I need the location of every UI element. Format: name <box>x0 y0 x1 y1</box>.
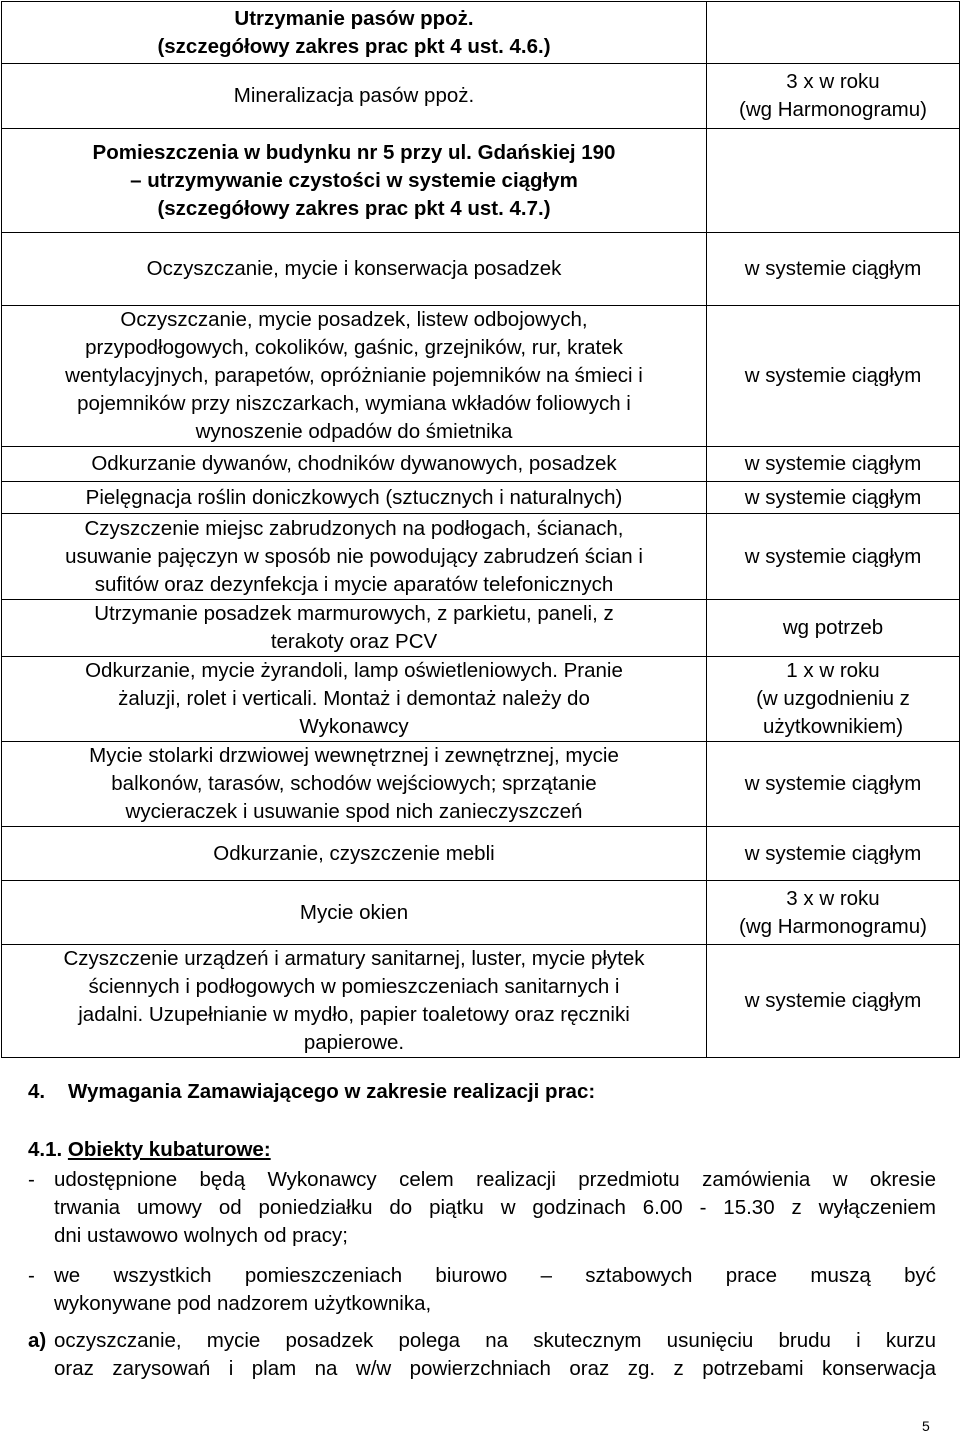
frequency-text: 3 x w roku <box>786 886 880 910</box>
task-cell <box>2 447 707 482</box>
frequency-cell <box>707 657 960 742</box>
task-text: jadalni. Uzupełnianie w mydło, papier toaletowy oraz ręczniki <box>78 1003 630 1026</box>
task-text: Odkurzanie, czyszczenie mebli <box>213 841 495 865</box>
task-text: (szczegółowy zakres prac pkt 4 ust. 4.6.) <box>157 34 551 58</box>
task-text: Utrzymanie pasów ppoż. <box>234 6 474 30</box>
frequency-cell <box>707 600 960 657</box>
task-text: Oczyszczanie, mycie i konserwacja posadzek <box>146 257 562 280</box>
task-text: Oczyszczanie, mycie posadzek, listew odbojowych, <box>120 308 588 331</box>
list-marker: a) <box>28 1329 47 1352</box>
requirement-text: wykonywane pod nadzorem użytkownika, <box>54 1292 432 1315</box>
requirement-text: we wszystkich pomieszczeniach biurowo – sztabowych prace muszą być <box>54 1264 936 1287</box>
frequency-cell <box>707 742 960 827</box>
frequency-text: (wg Harmonogramu) <box>739 98 927 121</box>
frequency-cell <box>707 306 960 447</box>
task-cell <box>2 945 707 1058</box>
task-cell <box>2 482 707 514</box>
task-text: Mineralizacja pasów ppoż. <box>233 84 475 107</box>
requirement-item <box>28 1262 936 1318</box>
task-text: wycieraczek i usuwanie spod nich zanieczyszczeń <box>125 800 583 823</box>
task-text: Utrzymanie posadzek marmurowych, z parkietu, paneli, z <box>94 602 614 625</box>
task-text: Pielęgnacja roślin doniczkowych (sztucznych i naturalnych) <box>85 485 623 509</box>
frequency-text: (w uzgodnieniu z <box>756 687 910 710</box>
task-cell <box>2 233 707 306</box>
frequency-text: wg potrzeb <box>782 616 884 639</box>
task-text: Pomieszczenia w budynku nr 5 przy ul. Gdańskiej 190 <box>92 140 616 164</box>
list-marker: - <box>28 1264 35 1287</box>
task-cell <box>2 306 707 447</box>
task-text: ściennych i podłogowych w pomieszczeniach sanitarnych i <box>88 975 620 998</box>
frequency-cell <box>707 945 960 1058</box>
frequency-cell <box>707 233 960 306</box>
frequency-cell <box>707 129 960 233</box>
task-cell <box>2 657 707 742</box>
task-text: – utrzymywanie czystości w systemie ciągłym <box>130 168 578 192</box>
work-scope-table <box>1 1 960 1058</box>
section-number: 4. <box>28 1080 46 1103</box>
table-row <box>2 447 960 482</box>
task-text: wentylacyjnych, parapetów, opróżnianie pojemników na śmieci i <box>65 364 643 387</box>
subsection-4-1-heading <box>28 1136 271 1164</box>
task-text: papierowe. <box>303 1031 405 1054</box>
table-row <box>2 600 960 657</box>
task-text: sufitów oraz dezynfekcja i mycie aparatów telefonicznych <box>94 572 614 596</box>
frequency-text: w systemie ciągłym <box>744 452 922 475</box>
task-text: (szczegółowy zakres prac pkt 4 ust. 4.7.) <box>157 196 551 220</box>
table-row <box>2 2 960 64</box>
task-text: Wykonawcy <box>299 715 409 738</box>
table-row <box>2 827 960 881</box>
requirement-text: dni ustawowo wolnych od pracy; <box>54 1224 348 1247</box>
requirement-text: trwania umowy od poniedziałku do piątku w godzinach 6.00 - 15.30 z wyłączeniem <box>54 1196 936 1219</box>
task-text: Czyszczenie urządzeń i armatury sanitarnej, luster, mycie płytek <box>63 947 645 970</box>
task-text: Mycie stolarki drzwiowej wewnętrznej i zewnętrznej, mycie <box>89 744 619 767</box>
table-row <box>2 657 960 742</box>
table-row <box>2 129 960 233</box>
table-row <box>2 306 960 447</box>
task-text: terakoty oraz PCV <box>270 630 438 653</box>
frequency-cell <box>707 881 960 945</box>
table-row <box>2 482 960 514</box>
requirement-text: udostępnione będą Wykonawcy celem realizacji przedmiotu zamówienia w okresie <box>54 1168 936 1191</box>
table-row <box>2 945 960 1058</box>
frequency-cell <box>707 2 960 64</box>
frequency-text: w systemie ciągłym <box>744 485 922 509</box>
task-text: wynoszenie odpadów do śmietnika <box>195 420 513 443</box>
frequency-text: w systemie ciągłym <box>744 364 922 387</box>
task-text: Odkurzanie dywanów, chodników dywanowych, posadzek <box>91 452 617 475</box>
frequency-cell <box>707 827 960 881</box>
section-title: Wymagania Zamawiającego w zakresie realizacji prac: <box>68 1080 596 1103</box>
requirement-text: oczyszczanie, mycie posadzek polega na skutecznym usunięciu brudu i kurzu <box>54 1329 936 1352</box>
task-cell <box>2 514 707 600</box>
requirement-item <box>28 1166 936 1250</box>
task-text: balkonów, tarasów, schodów wejściowych; sprzątanie <box>111 772 597 795</box>
task-cell <box>2 64 707 129</box>
frequency-text: 1 x w roku <box>786 659 880 682</box>
task-cell <box>2 827 707 881</box>
section-4-heading <box>28 1078 595 1106</box>
list-marker: - <box>28 1168 35 1191</box>
task-text: usuwanie pajęczyn w sposób nie powodujący zabrudzeń ścian i <box>65 544 643 568</box>
task-cell <box>2 2 707 64</box>
task-text: Mycie okien <box>299 900 409 924</box>
task-cell <box>2 600 707 657</box>
frequency-text: (wg Harmonogramu) <box>739 914 927 938</box>
frequency-text: w systemie ciągłym <box>744 257 922 280</box>
requirement-item <box>28 1327 936 1383</box>
frequency-text: w systemie ciągłym <box>744 772 922 795</box>
page-number: 5 <box>922 1418 930 1434</box>
table-row <box>2 514 960 600</box>
requirement-text: oraz zarysowań i plam na w/w powierzchniach oraz zg. z potrzebami konserwacja <box>54 1357 936 1380</box>
task-text: przypodłogowych, cokolików, gaśnic, grzejników, rur, kratek <box>85 336 623 359</box>
table-row <box>2 233 960 306</box>
frequency-cell <box>707 64 960 129</box>
frequency-cell <box>707 482 960 514</box>
task-text: żaluzji, rolet i verticali. Montaż i demontaż należy do <box>118 687 590 710</box>
task-cell <box>2 742 707 827</box>
subsection-number: 4.1. <box>28 1138 63 1161</box>
table-row <box>2 742 960 827</box>
frequency-text: w systemie ciągłym <box>744 544 922 568</box>
task-cell <box>2 881 707 945</box>
frequency-cell <box>707 514 960 600</box>
frequency-text: w systemie ciągłym <box>744 989 922 1012</box>
task-cell <box>2 129 707 233</box>
frequency-cell <box>707 447 960 482</box>
task-text: Czyszczenie miejsc zabrudzonych na podłogach, ścianach, <box>84 516 624 540</box>
frequency-text: w systemie ciągłym <box>744 841 922 865</box>
subsection-title: Obiekty kubaturowe: <box>67 1138 271 1161</box>
task-text: Odkurzanie, mycie żyrandoli, lamp oświetleniowych. Pranie <box>85 659 623 682</box>
frequency-text: 3 x w roku <box>786 70 880 93</box>
task-text: pojemników przy niszczarkach, wymiana wkładów foliowych i <box>77 392 631 415</box>
table-row <box>2 64 960 129</box>
frequency-text: użytkownikiem) <box>762 715 904 738</box>
table-row <box>2 881 960 945</box>
